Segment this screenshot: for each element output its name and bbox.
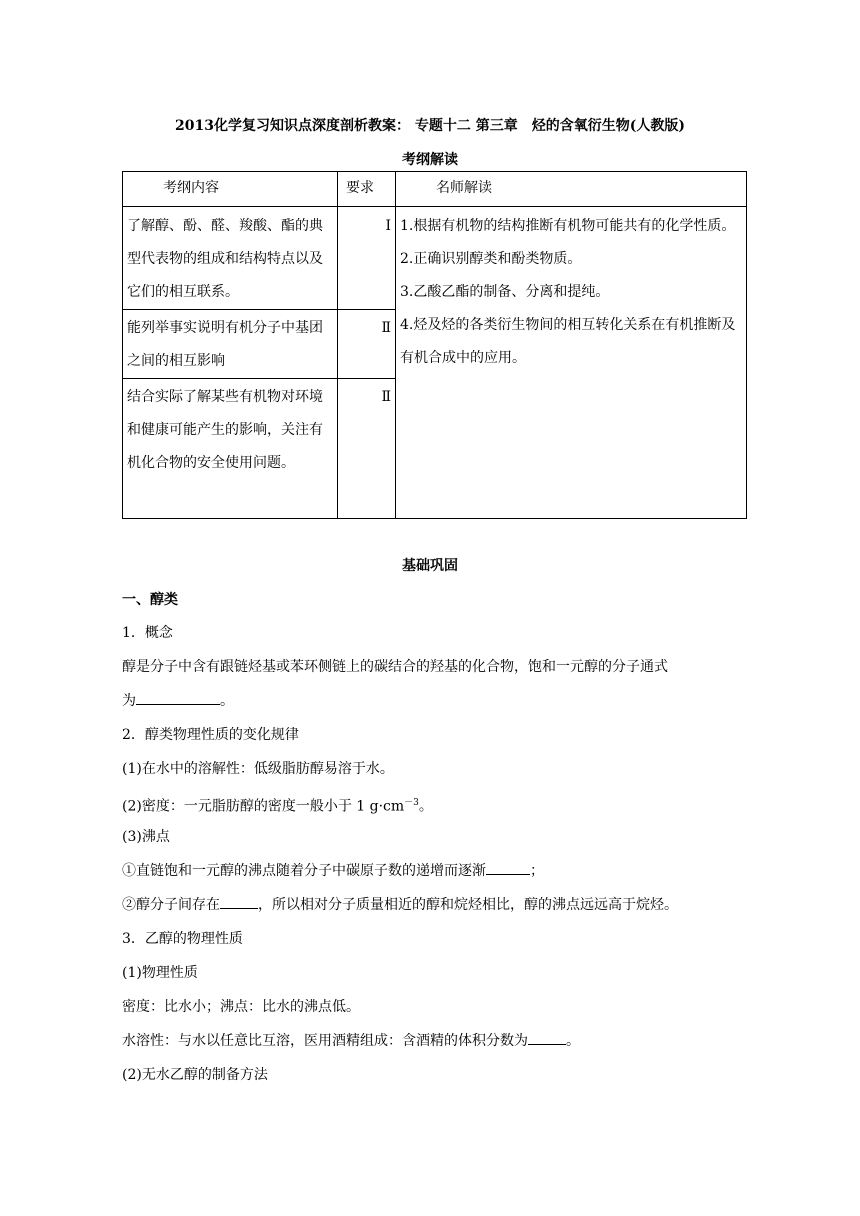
body-line: 3．乙醇的物理性质 (122, 931, 243, 947)
body-line: 醇是分子中含有跟链烃基或苯环侧链上的碳结合的羟基的化合物，饱和一元醇的分子通式 (122, 659, 668, 675)
header-requirement: 要求 (338, 172, 396, 207)
row-requirement: Ⅱ (338, 379, 396, 519)
fill-blank (220, 894, 258, 909)
text-span: ； (530, 863, 544, 879)
row-content: 能列举事实说明有机分子中基团之间的相互影响 (123, 310, 338, 379)
body-line: (2)无水乙醇的制备方法 (122, 1067, 268, 1083)
body-line: (3)沸点 (122, 829, 170, 845)
text-span: ，所以相对分子质量相近的醇和烷烃相比，醇的沸点远远高于烷烃。 (258, 897, 678, 913)
text-span: 。 (418, 798, 433, 815)
interpretation-note: 3.乙酸乙酯的制备、分离和提纯。 (400, 284, 610, 300)
section-title: 基础巩固 (402, 558, 458, 574)
table-row (123, 207, 747, 310)
text-span: 。 (220, 693, 234, 709)
text-span: 水溶性：与水以任意比互溶，医用酒精组成：含酒精的体积分数为 (122, 1033, 528, 1049)
body-line (122, 888, 746, 922)
body-line (122, 854, 746, 888)
interpretation-note: 1.根据有机物的结构推断有机物可能共有的化学性质。 (400, 218, 736, 234)
text-span: ①直链饱和一元醇的沸点随着分子中碳原子数的递增而逐渐 (122, 863, 486, 879)
body-line (122, 1024, 746, 1058)
body-line: (1)在水中的溶解性：低级脂肪醇易溶于水。 (122, 761, 394, 777)
row-requirement: Ⅰ (338, 207, 396, 310)
text-span: ②醇分子间存在 (122, 897, 220, 913)
body-line: (1)物理性质 (122, 965, 198, 981)
text-span: (2)密度：一元脂肪醇的密度一般小于 1 g·cm (122, 798, 405, 815)
body-line: 密度：比水小；沸点：比水的沸点低。 (122, 999, 360, 1015)
text-span: 为 (122, 693, 136, 709)
row-content: 了解醇、酚、醛、羧酸、酯的典型代表物的组成和结构特点以及它们的相互联系。 (123, 207, 338, 310)
header-interpretation: 名师解读 (396, 172, 747, 207)
body-line (122, 684, 746, 718)
body-line: 1．概念 (122, 625, 173, 641)
document-title: 2013化学复习知识点深度剖析教案： 专题十二 第三章 烃的含氧衍生物(人教版) (175, 118, 685, 134)
exam-outline-table (122, 171, 747, 519)
interpretation-note: 2.正确识别醇类和酚类物质。 (400, 251, 582, 267)
table-header-row (123, 172, 747, 207)
superscript: －3 (404, 798, 419, 808)
body-line (122, 786, 746, 824)
header-content: 考纲内容 (123, 172, 338, 207)
interpretation-cell (396, 207, 747, 519)
fill-blank (136, 690, 220, 705)
text-span: 。 (566, 1033, 580, 1049)
interpretation-note: 4.烃及烃的各类衍生物间的相互转化关系在有机推断及有机合成中的应用。 (400, 317, 736, 366)
section-heading: 一、醇类 (122, 592, 178, 608)
body-line: 2．醇类物理性质的变化规律 (122, 727, 299, 743)
table-title: 考纲解读 (402, 152, 458, 168)
fill-blank (528, 1030, 566, 1045)
row-content: 结合实际了解某些有机物对环境和健康可能产生的影响，关注有机化合物的安全使用问题。 (123, 379, 338, 519)
fill-blank (486, 860, 530, 875)
row-requirement: Ⅱ (338, 310, 396, 379)
